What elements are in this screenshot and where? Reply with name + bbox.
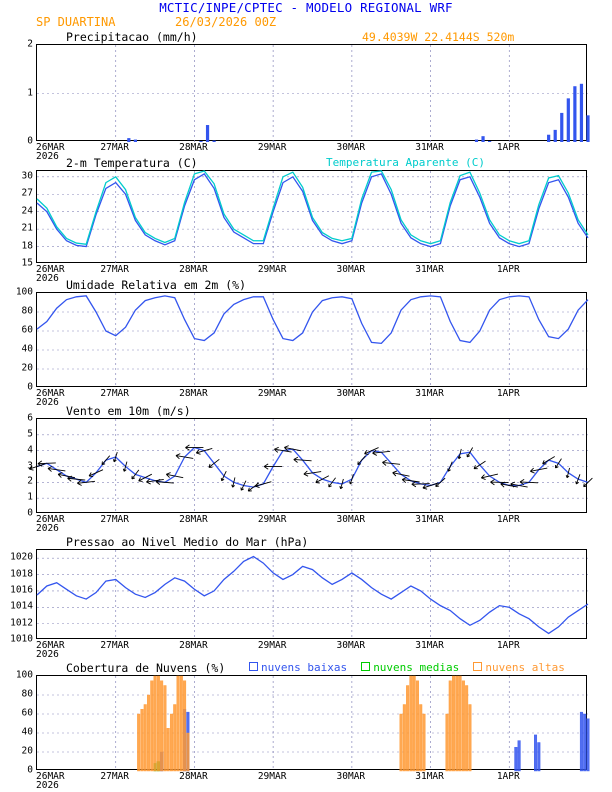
bar-nuvens-altas	[141, 709, 144, 771]
bar-precipitation	[573, 86, 576, 142]
panel-wind	[27, 404, 587, 534]
bar-nuvens-baixas	[515, 747, 518, 771]
legend-nuvens-altas: nuvens altas	[473, 661, 564, 674]
y-tick-clouds-40: 40	[21, 726, 33, 738]
plot-svg-humidity	[37, 293, 588, 388]
plot-svg-clouds	[37, 676, 588, 771]
plot-svg-pressure	[37, 550, 588, 640]
series-Vento-em-10m-(m/s)	[37, 448, 588, 488]
y-tick-humidity-40: 40	[21, 343, 33, 355]
plot-area-humidity	[36, 292, 587, 387]
panel-title-wind: Vento em 10m (m/s)	[66, 404, 191, 418]
x-tick-pressure-31MAR: 31MAR	[415, 640, 444, 651]
bar-nuvens-altas	[410, 676, 413, 771]
y-tick-temperature-15: 15	[21, 257, 33, 269]
series-Temperatura-Aparente-(C)	[37, 171, 588, 244]
bar-nuvens-altas	[154, 676, 157, 771]
bar-precipitation	[481, 136, 484, 142]
plot-svg-wind	[37, 419, 588, 514]
bar-precipitation	[488, 141, 491, 142]
x-tick-clouds-26MAR: 26MAR	[36, 771, 65, 782]
bar-nuvens-altas	[173, 705, 176, 772]
series-Umidade-Relativa-em-2m-(%)	[37, 296, 588, 344]
bar-precipitation	[567, 98, 570, 142]
panel-title-clouds: Cobertura de Nuvens (%)	[66, 661, 226, 675]
bar-nuvens-altas	[183, 681, 186, 771]
x-tick-pressure-27MAR: 27MAR	[100, 640, 130, 651]
x-tick-temperature-31MAR: 31MAR	[415, 264, 444, 275]
panel-title-humidity: Umidade Relativa em 2m (%)	[66, 278, 247, 292]
x-tick-pressure-26MAR: 26MAR	[36, 640, 65, 651]
bar-nuvens-altas	[403, 705, 406, 772]
x-tick-wind-31MAR: 31MAR	[415, 514, 444, 525]
bar-nuvens-baixas	[580, 712, 583, 771]
y-tick-precip-1: 1	[27, 87, 33, 98]
y-tick-pressure-1020: 1020	[10, 551, 33, 563]
y-tick-pressure-1016: 1016	[10, 584, 33, 596]
bar-nuvens-altas	[147, 695, 150, 771]
x-tick-pressure-28MAR: 28MAR	[179, 640, 208, 651]
panel-humidity	[15, 278, 587, 408]
x-tick-precip-30MAR: 30MAR	[336, 142, 366, 153]
bar-precipitation	[586, 115, 589, 142]
y-tick-wind-0: 0	[27, 507, 33, 519]
bar-precipitation	[213, 141, 216, 142]
legend-nuvens-medias: nuvens medias	[361, 661, 459, 674]
y-tick-humidity-0: 0	[27, 381, 33, 393]
y-tick-pressure-1014: 1014	[10, 600, 33, 612]
bar-nuvens-altas	[413, 676, 416, 771]
y-tick-wind-6: 6	[27, 412, 33, 424]
x-tick-humidity-26MAR: 26MAR	[36, 388, 65, 399]
y-tick-humidity-100: 100	[15, 286, 33, 298]
bar-nuvens-altas	[167, 728, 170, 771]
x-tick-pressure-30MAR: 30MAR	[336, 640, 366, 651]
bar-nuvens-altas	[406, 686, 409, 772]
x-tick-humidity-27MAR: 27MAR	[100, 388, 130, 399]
bar-precipitation	[560, 113, 563, 142]
y-tick-clouds-60: 60	[21, 707, 33, 719]
x-tick-clouds-27MAR: 27MAR	[100, 771, 130, 782]
bar-nuvens-altas	[446, 714, 449, 771]
x-tick-wind-29MAR: 29MAR	[257, 514, 287, 525]
x-tick-temperature-27MAR: 27MAR	[100, 264, 130, 275]
y-tick-humidity-60: 60	[21, 324, 33, 336]
x-tick-temperature-26MAR: 26MAR	[36, 264, 65, 275]
bar-nuvens-altas	[144, 705, 147, 772]
panel-clouds	[15, 661, 587, 791]
x-tick-temperature-29MAR: 29MAR	[257, 264, 287, 275]
series-Pressao-ao-Nivel-Medio-do-Mar-(hPa)	[37, 557, 588, 634]
plot-svg-temperature	[37, 171, 588, 264]
panel-title-precip: Precipitacao (mm/h)	[66, 30, 198, 44]
y-tick-precip-2: 2	[27, 38, 33, 50]
bar-nuvens-altas	[160, 681, 163, 771]
bar-nuvens-altas	[187, 733, 190, 771]
bar-nuvens-altas	[469, 705, 472, 772]
x-tick-precip-27MAR: 27MAR	[100, 142, 130, 153]
y-tick-wind-4: 4	[27, 444, 33, 456]
bar-nuvens-altas	[462, 681, 465, 771]
plot-area-wind	[36, 418, 587, 513]
x-tick-clouds-28MAR: 28MAR	[179, 771, 208, 782]
x-axis-year-pressure: 2026	[36, 649, 59, 660]
x-tick-wind-27MAR: 27MAR	[100, 514, 130, 525]
x-tick-precip-28MAR: 28MAR	[179, 142, 208, 153]
x-tick-temperature-30MAR: 30MAR	[336, 264, 366, 275]
panel-title-pressure: Pressao ao Nivel Medio do Mar (hPa)	[66, 535, 309, 549]
y-tick-wind-1: 1	[27, 491, 33, 503]
page-title: MCTIC/INPE/CPTEC - MODELO REGIONAL WRF	[159, 0, 453, 15]
y-tick-humidity-20: 20	[21, 362, 33, 374]
x-axis-year-humidity: 2026	[36, 397, 59, 408]
bar-precipitation	[547, 135, 550, 142]
bar-nuvens-altas	[449, 681, 452, 771]
x-axis-year-clouds: 2026	[36, 780, 59, 791]
x-tick-precip-29MAR: 29MAR	[257, 142, 287, 153]
x-tick-pressure-29MAR: 29MAR	[257, 640, 287, 651]
x-tick-precip-1APR: 1APR	[496, 142, 520, 153]
legend-nuvens-baixas: nuvens baixas	[249, 661, 347, 674]
x-axis-year-temperature: 2026	[36, 273, 59, 284]
bar-precipitation	[134, 140, 137, 142]
x-axis-year-precip: 2026	[36, 151, 59, 162]
bar-nuvens-altas	[164, 686, 167, 772]
panel-pressure	[10, 535, 587, 660]
bar-nuvens-altas	[459, 676, 462, 771]
y-tick-temperature-18: 18	[21, 240, 33, 252]
bar-nuvens-altas	[180, 676, 183, 771]
panel-title-temperature: 2-m Temperatura (C)	[66, 156, 198, 170]
bar-precipitation	[206, 125, 209, 142]
x-axis-year-wind: 2026	[36, 523, 59, 534]
y-tick-clouds-0: 0	[27, 764, 33, 776]
bar-nuvens-altas	[400, 714, 403, 771]
y-tick-temperature-24: 24	[21, 205, 33, 217]
x-tick-clouds-31MAR: 31MAR	[415, 771, 444, 782]
bar-nuvens-altas	[137, 714, 140, 771]
bar-nuvens-altas	[416, 681, 419, 771]
x-tick-humidity-31MAR: 31MAR	[415, 388, 444, 399]
plot-area-pressure	[36, 549, 587, 639]
y-tick-humidity-80: 80	[21, 305, 33, 317]
bar-nuvens-baixas	[583, 714, 586, 771]
bar-nuvens-altas	[419, 705, 422, 772]
bar-nuvens-altas	[170, 714, 173, 771]
x-tick-precip-31MAR: 31MAR	[415, 142, 444, 153]
x-tick-humidity-30MAR: 30MAR	[336, 388, 366, 399]
plot-area-temperature	[36, 170, 587, 263]
station-name: SP DUARTINA	[36, 15, 116, 29]
y-tick-pressure-1010: 1010	[10, 633, 33, 645]
x-tick-clouds-29MAR: 29MAR	[257, 771, 287, 782]
x-tick-temperature-1APR: 1APR	[496, 264, 520, 275]
run-date: 26/03/2026 00Z	[175, 15, 277, 29]
panel-temperature	[21, 156, 587, 284]
x-tick-precip-26MAR: 26MAR	[36, 142, 65, 153]
bar-nuvens-altas	[423, 714, 426, 771]
y-tick-wind-3: 3	[27, 460, 33, 471]
bar-precipitation	[580, 84, 583, 142]
y-tick-clouds-80: 80	[21, 688, 33, 700]
bar-nuvens-baixas	[537, 743, 540, 772]
plot-area-clouds	[36, 675, 587, 770]
bar-nuvens-altas	[456, 676, 459, 771]
y-tick-temperature-27: 27	[21, 187, 33, 199]
x-tick-wind-1APR: 1APR	[496, 514, 520, 525]
y-tick-clouds-100: 100	[15, 669, 33, 681]
x-tick-wind-28MAR: 28MAR	[179, 514, 208, 525]
bar-precipitation	[475, 140, 478, 142]
y-tick-pressure-1012: 1012	[10, 617, 33, 629]
station-coords: 49.4039W 22.4144S 520m	[362, 30, 515, 44]
bar-precipitation	[554, 130, 557, 142]
bar-nuvens-baixas	[534, 735, 537, 771]
x-tick-humidity-29MAR: 29MAR	[257, 388, 287, 399]
y-tick-precip-0: 0	[27, 135, 33, 147]
x-tick-pressure-1APR: 1APR	[496, 640, 520, 651]
x-tick-humidity-1APR: 1APR	[496, 388, 520, 399]
x-tick-clouds-1APR: 1APR	[496, 771, 520, 782]
legend-apparent-temperature: Temperatura Aparente (C)	[326, 156, 485, 169]
y-tick-wind-5: 5	[27, 428, 33, 440]
y-tick-temperature-21: 21	[21, 222, 33, 234]
bar-nuvens-altas	[465, 686, 468, 772]
bar-nuvens-baixas	[518, 741, 521, 771]
bar-nuvens-baixas	[587, 719, 590, 771]
bar-nuvens-altas	[150, 681, 153, 771]
bar-nuvens-altas	[157, 676, 160, 771]
plot-svg-precip	[37, 45, 588, 142]
y-tick-wind-2: 2	[27, 475, 33, 487]
y-tick-pressure-1018: 1018	[10, 568, 33, 580]
x-tick-wind-26MAR: 26MAR	[36, 514, 65, 525]
x-tick-humidity-28MAR: 28MAR	[179, 388, 208, 399]
x-tick-wind-30MAR: 30MAR	[336, 514, 366, 525]
y-tick-temperature-30: 30	[21, 170, 33, 182]
plot-area-precip	[36, 44, 587, 141]
bar-nuvens-altas	[452, 676, 455, 771]
x-tick-temperature-28MAR: 28MAR	[179, 264, 208, 275]
x-tick-clouds-30MAR: 30MAR	[336, 771, 366, 782]
series-2-m-Temperatura-(C)	[37, 174, 588, 247]
y-tick-clouds-20: 20	[21, 745, 33, 757]
bar-nuvens-altas	[177, 676, 180, 771]
